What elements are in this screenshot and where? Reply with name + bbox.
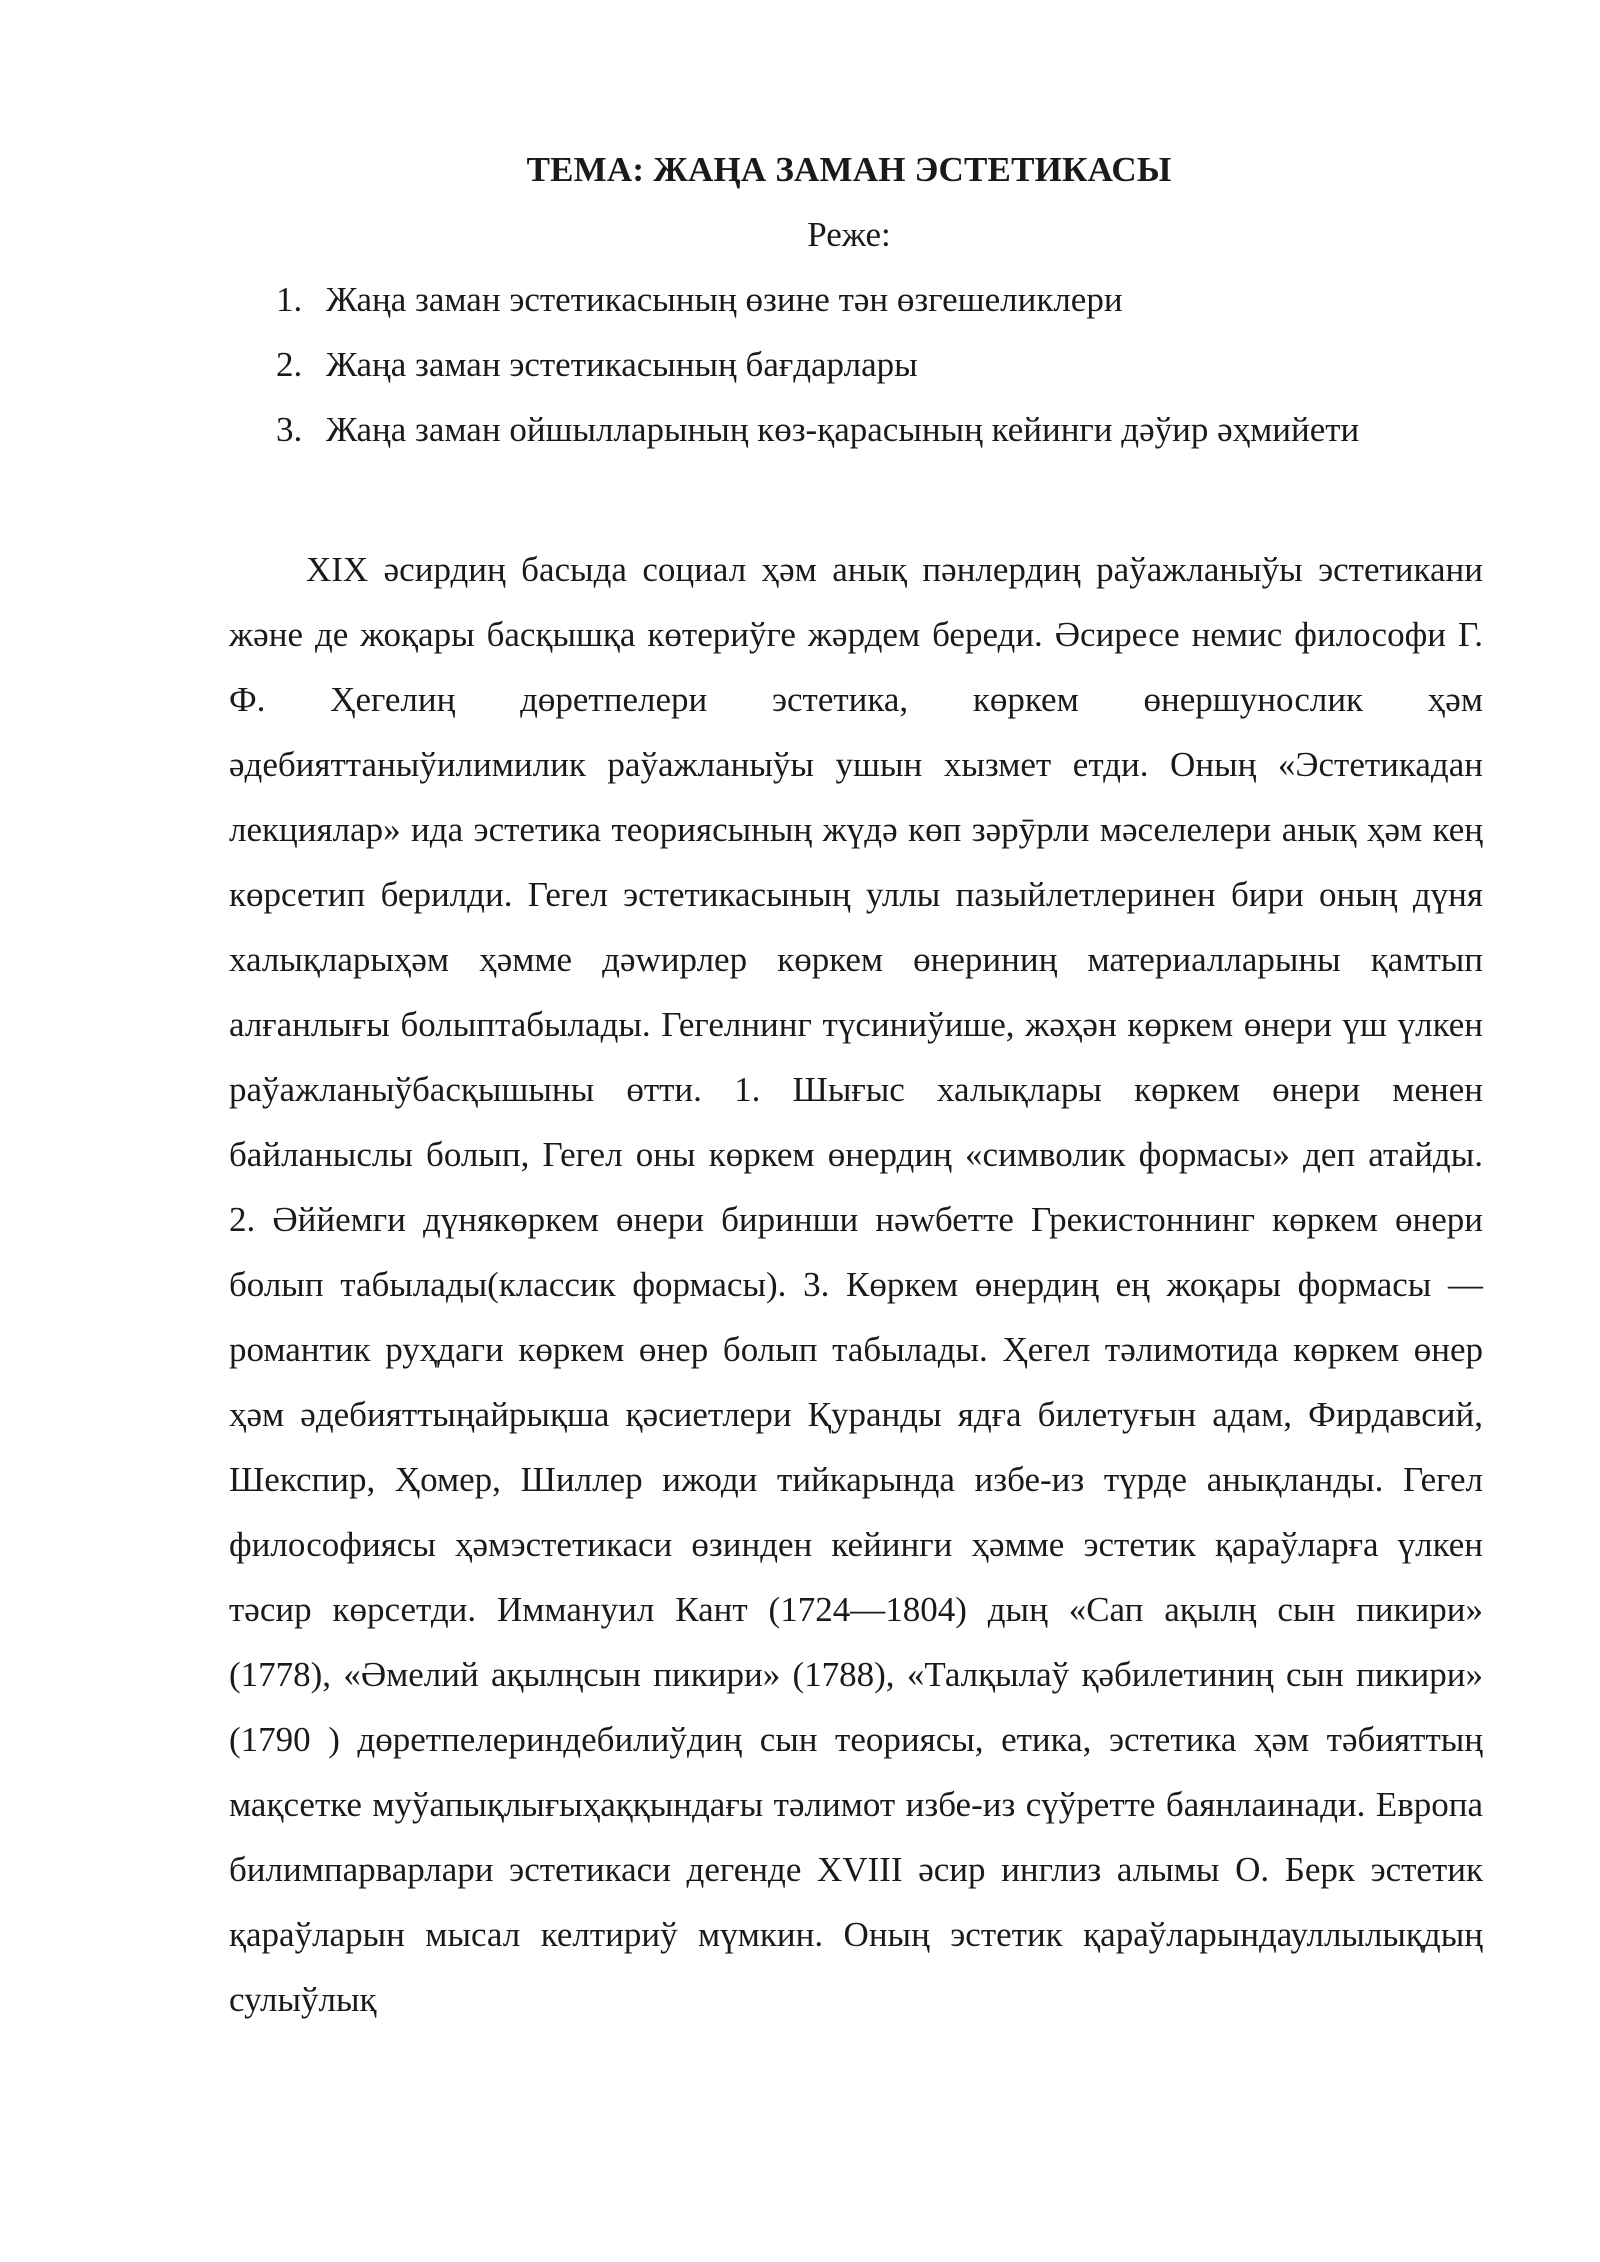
plan-list <box>276 278 1359 473</box>
plan-item-number: 1. <box>276 280 303 319</box>
document-title: ТЕМА: ЖАҢА ЗАМАН ЭСТЕТИКАСЫ <box>526 150 1172 189</box>
plan-item <box>276 278 1359 343</box>
plan-item-text: Жаңа заман эстетикасының бағдарлары <box>326 345 918 384</box>
plan-item-number: 2. <box>276 345 303 384</box>
plan-item-text: Жаңа заман эстетикасының өзине тән өзгешеликлери <box>326 280 1123 319</box>
plan-item <box>276 343 1359 408</box>
plan-item-text: Жаңа заман ойшылларының көз-қарасының кейинги дәўир әҳмийети <box>326 410 1360 449</box>
plan-heading: Реже: <box>807 215 891 254</box>
plan-item-number: 3. <box>276 410 303 449</box>
plan-item <box>276 408 1359 473</box>
body-paragraph: XIX әсирдиң басыда социал ҳәм анық пәнлердиң раўажланыўы эстетикани жәнe де жоқары басқышқа көтериўге жәрдем береди. Әсиресе немис философи Г. Ф. Ҳегелиң дөретпелери эстетика, көркем өнершунослик ҳәм әдебияттаныўилимилик раўажланыўы ушын хызмет етди. Оның «Эстетикадан лекциялар» ида эстетика теориясының жүдә көп зәрӯрли мәселелери анық ҳәм кең көрсетип берилди. Гегел эстетикасының уллы пазыйлетлеринен бири оның дүня халықларыҳәм ҳәмме дәwирлер көркем өнериниң материалларыны қамтып алғанлығы болыптабылады. Гегелнинг түсиниўише, жәҳән көркем өнери үш үлкен раўажланыўбасқышыны өтти. 1. Шығыс халықлары көркем өнери менен байланыслы болып, Гегел оны көркем өнердиң «символик формасы» деп атайды. 2. Әййемги дүнякөркем өнери биринши нәwбетте Грекистоннинг көркем өнери болып табылады(классик формасы). 3. Көркем өнердиң ең жоқары формасы — романтик руҳдаги көркем өнер болып табылады. Ҳегел тәлимотида көркем өнер ҳәм әдебияттыңайрықша қәсиетлери Қуранды ядға билетуғын адам, Фирдавсий, Шекспир, Ҳомер, Шиллер ижоди тийкарында избе-из түрде анықланды. Гегел философиясы ҳәмэстетикаси өзинден кейинги ҳәмме эстетик қараўларға үлкен тәсир көрсетди. Иммануил Кант (1724—1804) дың «Сап ақылң сын пикири» (1778), «Әмелий ақылңсын пикири» (1788), «Талқылаў қәбилетиниң сын пикири» (1790 ) дөретпелериндебилиўдиң сын теориясы, етика, эстетика ҳәм тәбияттың мақсетке муўапықлығыҳаққындағы тәлимот избе-из сүўретте баянлаинади. Европа билимпарварлари эстетикаси дегенде XVIII әсир инглиз алымы О. Берк эстетик қараўларын мысал келтириў мүмкин. Оның эстетик қараўларындауллылықдың сулыўлық <box>229 550 1483 2019</box>
